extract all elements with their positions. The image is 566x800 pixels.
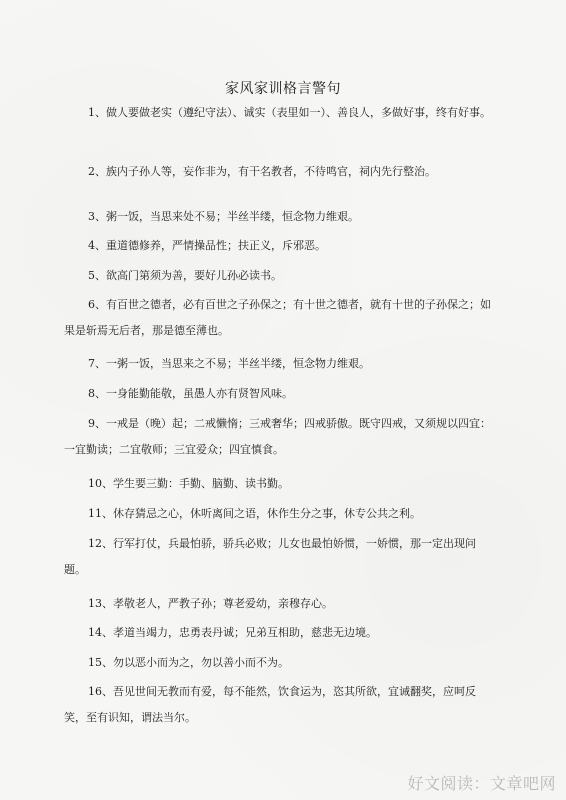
saying-8: 8、一身能勤能敬，虽愚人亦有贤智风味。 bbox=[88, 387, 293, 400]
saying-15: 15、勿以恶小而为之，勿以善小而不为。 bbox=[88, 656, 289, 669]
saying-14: 14、孝道当竭力，忠勇表丹诚；兄弟互相助，慈悲无边境。 bbox=[88, 626, 377, 639]
saying-5: 5、欲高门第须为善，要好儿孙必读书。 bbox=[88, 269, 282, 282]
saying-13: 13、孝敬老人，严教子孙；尊老爱幼，亲穆存心。 bbox=[88, 597, 333, 610]
saying-16: 16、吾见世间无教而有爱，每不能然，饮食运为，恣其所欲，宜诫翻奖，应呵反笑，至有识知，谓法当尔。 bbox=[64, 685, 476, 724]
saying-9: 9、一戒是（晚）起；二戒懒惰；三戒奢华；四戒骄傲。既守四戒，又须规以四宜：一宜勤读；二宜敬师；三宜爱众；四宜慎食。 bbox=[64, 417, 491, 456]
saying-10: 10、学生要三勤：手勤、脑勤、读书勤。 bbox=[88, 477, 289, 490]
saying-4: 4、重道德修养，严情操品性；扶正义，斥邪恶。 bbox=[88, 239, 326, 252]
saying-7: 7、一粥一饭，当思来之不易；半丝半缕，恒念物力维艰。 bbox=[88, 357, 370, 370]
saying-6: 6、有百世之德者，必有百世之子孙保之；有十世之德者，就有十世的子孙保之；如果是斩焉无后者，那是德至薄也。 bbox=[64, 298, 491, 337]
page-title: 家风家训格言警句 bbox=[225, 81, 341, 97]
watermark: 好文阅读：文章吧网 bbox=[407, 774, 556, 793]
saying-12: 12、行军打仗，兵最怕骄，骄兵必败；儿女也最怕娇惯，一娇惯，那一定出现问题。 bbox=[64, 537, 476, 576]
saying-3: 3、粥一饭，当思来处不易；半丝半缕，恒念物力维艰。 bbox=[88, 210, 359, 223]
saying-1: 1、做人要做老实（遵纪守法）、诚实（表里如一）、善良人，多做好事，终有好事。 bbox=[88, 106, 491, 119]
saying-2: 2、族内子孙人等，妄作非为，有干名教者，不待鸣官，祠内先行整治。 bbox=[88, 165, 436, 178]
saying-11: 11、休存猜忌之心，休听离间之语，休作生分之事，休专公共之利。 bbox=[88, 507, 421, 520]
